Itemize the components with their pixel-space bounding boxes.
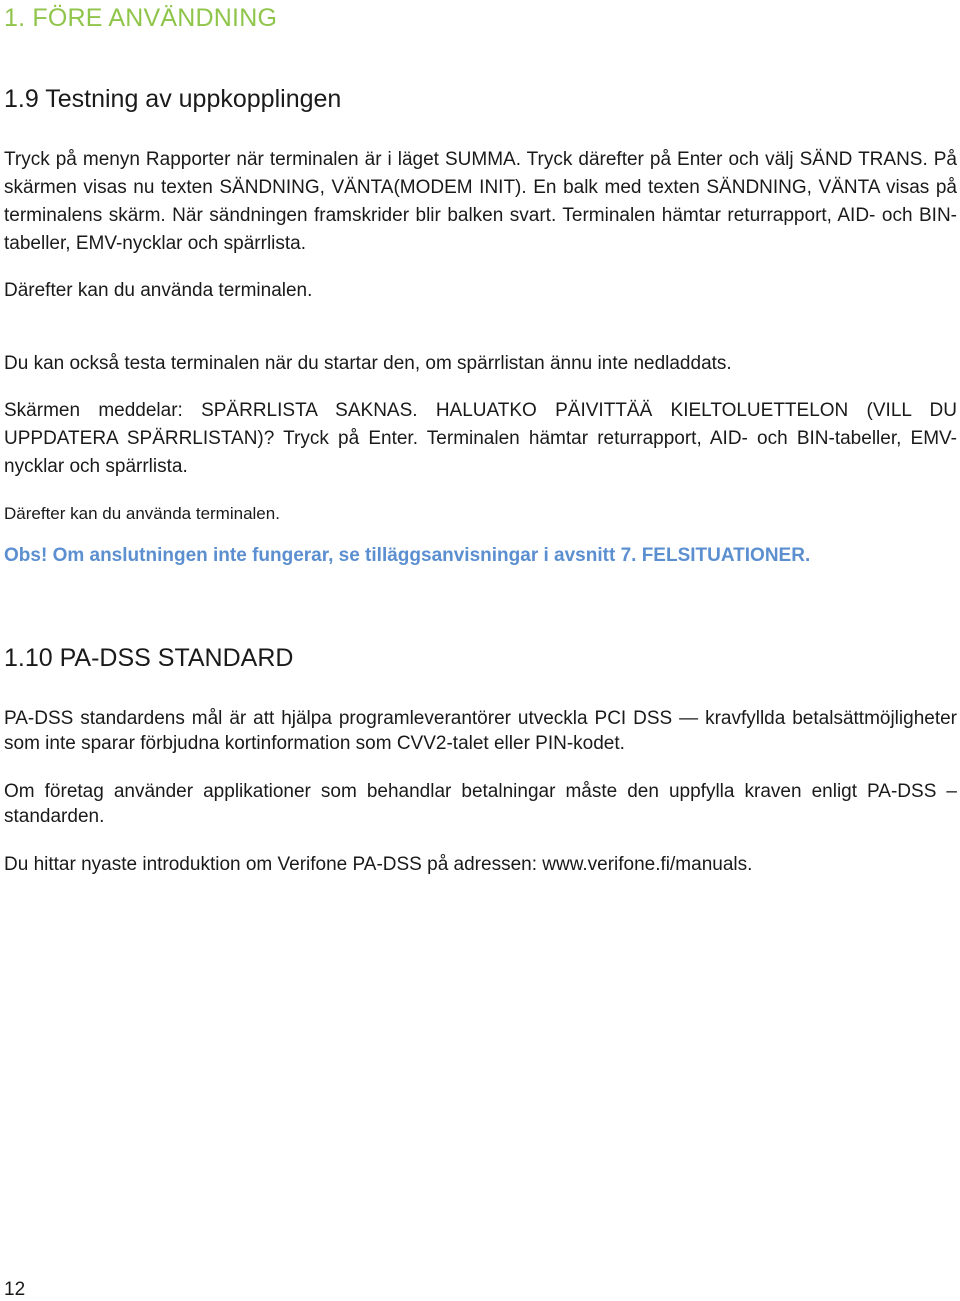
paragraph-use-terminal: Därefter kan du använda terminalen. [4, 280, 313, 301]
paragraph-pa-dss-link: Du hittar nyaste introduktion om Verifone PA-DSS på adressen: www.verifone.fi/manuals. [4, 854, 753, 875]
section-heading-1-10: 1.10 PA-DSS STANDARD [4, 644, 294, 672]
obs-note [4, 545, 957, 567]
section-heading-1-9: 1.9 Testning av uppkopplingen [4, 85, 342, 113]
paragraph-pa-dss-requirement: Om företag använder applikationer som behandlar betalningar måste den uppfylla kraven enligt PA-DSS – standarden. [4, 781, 957, 827]
page-number: 12 [4, 1279, 26, 1300]
paragraph-pa-dss-goal: PA-DSS standardens mål är att hjälpa programleverantörer utveckla PCI DSS — kravfyllda betalsättmöjligheter som inte sparar förbjudna kortinformation som CVV2-talet eller PIN-kodet. [4, 708, 957, 754]
obs-label: Obs! [4, 545, 48, 566]
chapter-heading: 1. FÖRE ANVÄNDNING [4, 4, 278, 32]
paragraph-test-on-start: Du kan också testa terminalen när du startar den, om spärrlistan ännu inte nedladdats. [4, 353, 732, 374]
obs-text: Om anslutningen inte fungerar, se tilläggsanvisningar i avsnitt 7. FELSITUATIONER. [52, 545, 811, 566]
paragraph-screen-message: Skärmen meddelar: SPÄRRLISTA SAKNAS. HALUATKO PÄIVITTÄÄ KIELTOLUETTELON (VILL DU UPPDATERA SPÄRRLISTAN)? Tryck på Enter. Terminalen hämtar returrapport, AID- och BIN-tabeller, EMV-nycklar och spärrlista. [4, 400, 957, 477]
paragraph-test-instructions: Tryck på menyn Rapporter när terminalen är i läget SUMMA. Tryck därefter på Enter och välj SÄND TRANS. På skärmen visas nu texten SÄNDNING, VÄNTA(MODEM INIT). En balk med texten SÄNDNING, VÄNTA visas på terminalens skärm. När sändningen framskrider blir balken svart. Terminalen hämtar returrapport, AID- och BIN-tabeller, EMV-nycklar och spärrlista. [4, 149, 957, 254]
paragraph-use-terminal-2: Därefter kan du använda terminalen. [4, 504, 280, 523]
